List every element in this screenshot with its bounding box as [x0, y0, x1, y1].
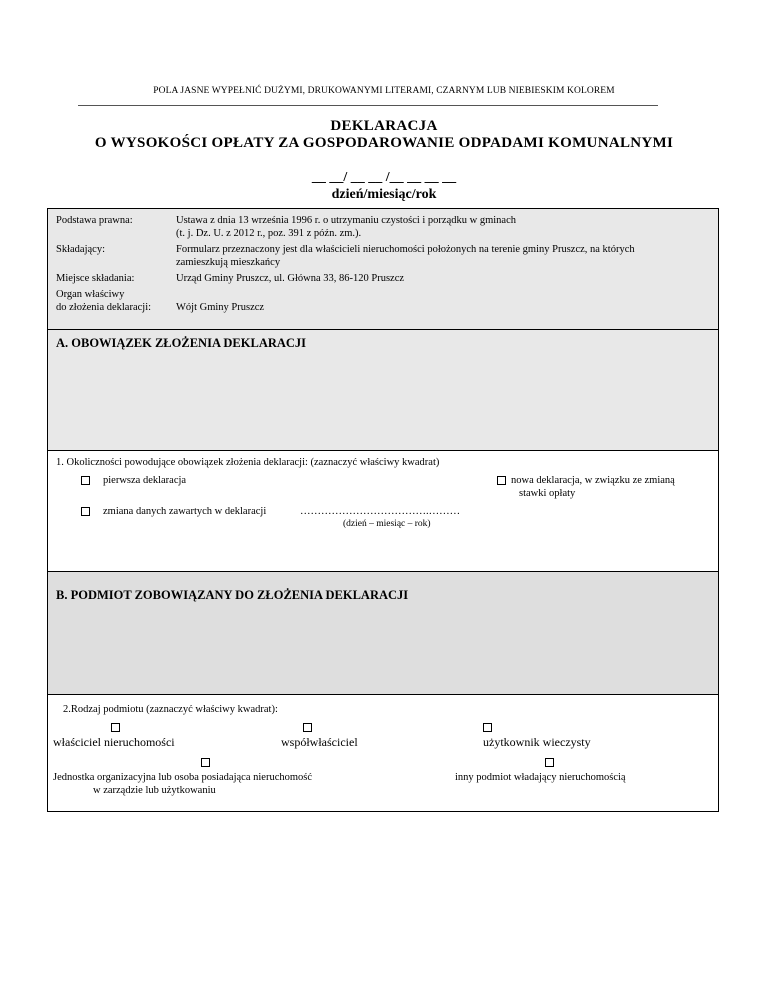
section-b-content: [47, 694, 719, 812]
podstawa-value-2: (t. j. Dz. U. z 2012 r., poz. 391 z późn. zm.).: [176, 228, 362, 239]
checkbox-coowner[interactable]: [303, 723, 312, 732]
opt-new-declaration-1: nowa deklaracja, w związku ze zmianą: [511, 475, 675, 486]
checkbox-owner[interactable]: [111, 723, 120, 732]
skladajacy-label: Składający:: [56, 244, 105, 255]
checkbox-change-data[interactable]: [81, 507, 90, 516]
top-note: POLA JASNE WYPEŁNIĆ DUŻYMI, DRUKOWANYMI LITERAMI, CZARNYM LUB NIEBIESKIM KOLOREM: [153, 86, 615, 96]
date-label: dzień/miesiąc/rok: [331, 187, 437, 202]
checkbox-organizational-unit[interactable]: [201, 758, 210, 767]
section-a-title: A. OBOWIĄZEK ZŁOŻENIA DEKLARACJI: [56, 336, 307, 350]
date-blanks[interactable]: __ __/ __ __ /__ __ __ __: [311, 170, 457, 185]
miejsce-label: Miejsce składania:: [56, 273, 135, 284]
section-b-header: [47, 571, 719, 695]
section-a-content: [47, 450, 719, 572]
organ-label-1: Organ właściwy: [56, 289, 125, 300]
checkbox-other-entity[interactable]: [545, 758, 554, 767]
opt-other-entity: inny podmiot władający nieruchomością: [455, 772, 626, 783]
miejsce-value: Urząd Gminy Pruszcz, ul. Główna 33, 86-120 Pruszcz: [176, 273, 405, 284]
podstawa-label: Podstawa prawna:: [56, 215, 133, 226]
checkbox-perpetual-user[interactable]: [483, 723, 492, 732]
skladajacy-value-1: Formularz przeznaczony jest dla właścicieli nieruchomości położonych na terenie gminy Pruszcz, na których: [176, 244, 635, 255]
opt-perpetual-user: użytkownik wieczysty: [483, 735, 591, 749]
change-date-label: (dzień – miesiąc – rok): [343, 519, 431, 529]
opt-change-data: zmiana danych zawartych w deklaracji: [103, 506, 267, 517]
q1-label: 1. Okoliczności powodujące obowiązek złożenia deklaracji: (zaznaczyć właściwy kwadrat): [56, 457, 440, 468]
opt-coowner: współwłaściciel: [281, 735, 358, 749]
podstawa-value-1: Ustawa z dnia 13 września 1996 r. o utrzymaniu czystości i porządku w gminach: [176, 215, 516, 226]
section-a-header: [47, 329, 719, 451]
organ-value: Wójt Gminy Pruszcz: [176, 302, 265, 313]
form-title: DEKLARACJA: [330, 118, 438, 134]
q2-label: 2.Rodzaj podmiotu (zaznaczyć właściwy kwadrat):: [63, 704, 278, 715]
checkbox-new-declaration[interactable]: [497, 476, 506, 485]
opt-new-declaration-2: stawki opłaty: [519, 488, 576, 499]
opt-organizational-unit-1: Jednostka organizacyjna lub osoba posiadająca nieruchomość: [53, 772, 313, 783]
opt-owner: właściciel nieruchomości: [53, 735, 175, 749]
header-divider: [78, 105, 658, 106]
checkbox-first-declaration[interactable]: [81, 476, 90, 485]
form-subtitle: O WYSOKOŚCI OPŁATY ZA GOSPODAROWANIE ODPADAMI KOMUNALNYMI: [94, 135, 674, 151]
organ-label-2: do złożenia deklaracji:: [56, 302, 152, 313]
info-box: [47, 208, 719, 330]
opt-first-declaration: pierwsza deklaracja: [103, 475, 187, 486]
change-date-dots[interactable]: ……………………………….………: [300, 506, 461, 517]
skladajacy-value-2: zamieszkują mieszkańcy: [176, 257, 281, 268]
opt-organizational-unit-2: w zarządzie lub użytkowaniu: [93, 785, 216, 796]
section-b-title: B. PODMIOT ZOBOWIĄZANY DO ZŁOŻENIA DEKLARACJI: [56, 588, 409, 602]
